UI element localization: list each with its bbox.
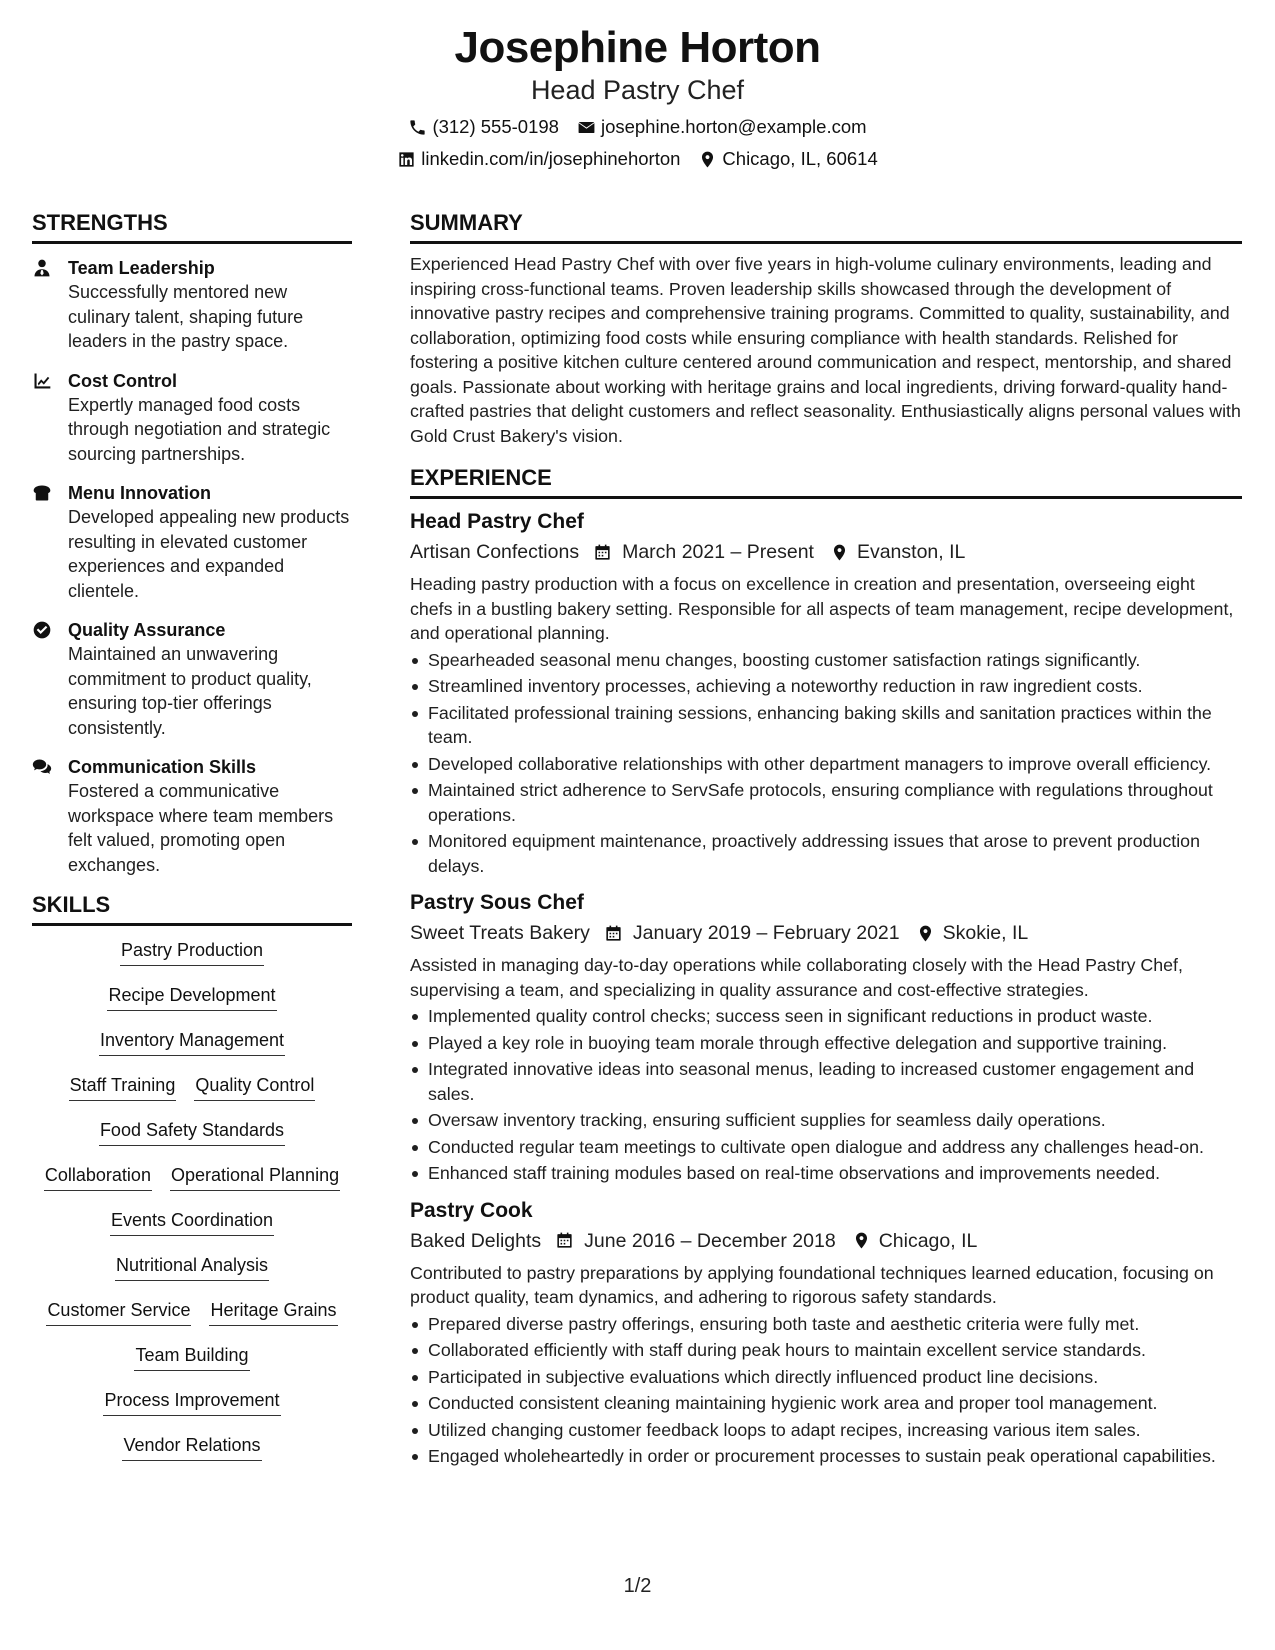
job-meta [410, 920, 1242, 946]
map-pin-icon [852, 1231, 871, 1250]
right-column [410, 210, 1242, 1471]
comments-icon [32, 757, 52, 777]
job-dates: January 2019 – February 2021 [632, 922, 900, 944]
strength-item [32, 481, 352, 603]
linkedin-text: linkedin.com/in/josephinehorton [421, 148, 681, 169]
job-dates: March 2021 – Present [622, 541, 814, 563]
resume-header [0, 22, 1275, 171]
strength-title: Quality Assurance [68, 620, 226, 640]
job-company: Artisan Confections [410, 541, 580, 563]
job-bullet: Streamlined inventory processes, achieving a noteworthy reduction in raw ingredient costs. [410, 674, 1242, 699]
contact-phone[interactable] [408, 115, 559, 139]
job-bullets [410, 1312, 1242, 1469]
map-pin-icon [830, 543, 849, 562]
job-title: Pastry Cook [410, 1198, 533, 1222]
map-pin-icon [916, 924, 935, 943]
job-location: Evanston, IL [856, 541, 966, 563]
calendar-icon [593, 543, 612, 562]
job-entry [410, 890, 1242, 1186]
summary-heading: SUMMARY [410, 210, 1242, 244]
skill-row [32, 1163, 352, 1208]
skill-tag: Inventory Management [99, 1028, 285, 1056]
job-entry [410, 509, 1242, 878]
job-description: Contributed to pastry preparations by applying foundational techniques learned education, focusing on product quality, team dynamics, and adhering to rigorous safety standards. [410, 1262, 1214, 1307]
job-bullet: Developed collaborative relationships with other department managers to improve overall efficiency. [410, 752, 1242, 777]
linkedin-icon [397, 150, 416, 169]
strength-title: Menu Innovation [68, 483, 211, 503]
chart-line-icon [32, 371, 52, 391]
job-entry [410, 1198, 1242, 1469]
envelope-icon [577, 118, 596, 137]
job-company: Baked Delights [410, 1229, 542, 1252]
skills-list [32, 938, 352, 1478]
strength-desc: Expertly managed food costs through negotiation and strategic sourcing partnerships. [68, 394, 331, 464]
job-bullet: Engaged wholeheartedly in order or procurement processes to sustain peak operational capabilities. [410, 1444, 1242, 1469]
job-bullet: Enhanced staff training modules based on real-time observations and improvements needed. [410, 1161, 1242, 1186]
strength-title: Cost Control [68, 370, 177, 391]
left-column [32, 210, 352, 1478]
job-bullet: Facilitated professional training sessions, enhancing baking skills and sanitation practices within the team. [410, 701, 1242, 750]
phone-icon [408, 118, 427, 137]
job-bullet: Played a key role in buoying team morale through effective delegation and supportive training. [410, 1031, 1242, 1056]
skill-tag: Team Building [134, 1343, 249, 1371]
strength-desc: Fostered a communicative workspace where team members felt valued, promoting open exchanges. [68, 781, 334, 875]
job-location: Skokie, IL [942, 922, 1029, 944]
user-tie-icon [32, 258, 52, 278]
job-bullets [410, 648, 1242, 879]
candidate-title: Head Pastry Chef [530, 75, 745, 105]
skill-row [32, 1298, 352, 1343]
contact-email[interactable] [577, 115, 867, 139]
job-meta [410, 539, 1242, 565]
strength-title: Team Leadership [68, 258, 215, 278]
bread-icon [32, 483, 52, 503]
skill-row [32, 1028, 352, 1073]
skill-row [32, 1433, 352, 1478]
job-bullet: Maintained strict adherence to ServSafe protocols, ensuring compliance with regulations throughout operations. [410, 778, 1242, 827]
phone-text: (312) 555-0198 [432, 116, 559, 137]
skill-tag: Recipe Development [107, 983, 276, 1011]
job-bullet: Oversaw inventory tracking, ensuring sufficient supplies for seamless daily operations. [410, 1108, 1242, 1133]
calendar-icon [604, 924, 623, 943]
skill-row [32, 938, 352, 983]
skill-row [32, 1208, 352, 1253]
skill-row [32, 1073, 352, 1118]
skill-tag: Process Improvement [103, 1388, 280, 1416]
job-bullet: Monitored equipment maintenance, proactively addressing issues that arose to prevent production delays. [410, 829, 1242, 878]
email-text: josephine.horton@example.com [600, 116, 867, 137]
skill-tag: Pastry Production [120, 938, 264, 966]
skill-row [32, 1343, 352, 1388]
skill-tag: Customer Service [46, 1298, 191, 1326]
skill-tag: Collaboration [44, 1163, 152, 1191]
experience-heading: EXPERIENCE [410, 465, 1242, 499]
page-number: 1/2 [623, 1575, 652, 1597]
contact-linkedin[interactable] [397, 147, 680, 171]
strength-item [32, 755, 352, 877]
skill-row [32, 1118, 352, 1163]
skill-row [32, 983, 352, 1028]
strengths-heading: STRENGTHS [32, 210, 352, 244]
skill-tag: Operational Planning [170, 1163, 340, 1191]
job-bullet: Participated in subjective evaluations which directly influenced product line decisions. [410, 1365, 1242, 1390]
strength-desc: Successfully mentored new culinary talent, shaping future leaders in the pastry space. [68, 282, 304, 351]
strength-item [32, 618, 352, 740]
strength-desc: Developed appealing new products resulting in elevated customer experiences and expanded clientele. [68, 507, 350, 601]
skill-row [32, 1388, 352, 1433]
skill-tag: Quality Control [194, 1073, 315, 1101]
strength-item [32, 256, 352, 354]
skills-heading: SKILLS [32, 892, 352, 926]
strength-title: Communication Skills [68, 757, 257, 777]
map-pin-icon [698, 150, 717, 169]
job-bullet: Collaborated efficiently with staff during peak hours to maintain excellent service standards. [410, 1338, 1242, 1363]
job-description: Assisted in managing day-to-day operations while collaborating closely with the Head Pastry Chef, supervising a team, and specializing in quality assurance and cost-effective strategies. [410, 955, 1183, 1000]
skill-tag: Staff Training [69, 1073, 177, 1101]
skill-tag: Nutritional Analysis [115, 1253, 269, 1281]
strengths-list [32, 256, 352, 877]
job-bullet: Conducted consistent cleaning maintaining hygienic work area and proper tool management. [410, 1391, 1242, 1416]
skill-row [32, 1253, 352, 1298]
job-bullet: Prepared diverse pastry offerings, ensuring both taste and aesthetic criteria were fully met. [410, 1312, 1242, 1337]
job-bullet: Implemented quality control checks; success seen in significant reductions in product waste. [410, 1004, 1242, 1029]
job-company: Sweet Treats Bakery [410, 922, 590, 944]
job-meta [410, 1228, 1242, 1254]
summary-text: Experienced Head Pastry Chef with over five years in high-volume culinary environments, leading and inspiring cross-functional teams. Proven leadership skills showcased through the development of innovative pastry recipes and comprehensive training programs. Committed to quality, sustainability, and collaboration, optimizing food costs while ensuring compliance with health standards. Relished for fostering a positive kitchen culture centered around communication and respect, mentorship, and shared goals. Passionate about working with heritage grains and local ingredients, driving forward-quality hand-crafted pastries that delight customers and reflect seasonality. Enthusiastically aligns personal values with Gold Crust Bakery's vision. [410, 254, 1241, 446]
location-text: Chicago, IL, 60614 [722, 148, 878, 169]
job-title: Head Pastry Chef [410, 510, 584, 533]
job-bullet: Integrated innovative ideas into seasonal menus, leading to increased customer engagement and sales. [410, 1057, 1242, 1106]
job-bullet: Spearheaded seasonal menu changes, boosting customer satisfaction ratings significantly. [410, 648, 1242, 673]
calendar-icon [555, 1231, 574, 1250]
contact-location [698, 147, 877, 171]
job-location: Chicago, IL [878, 1229, 978, 1252]
candidate-name: Josephine Horton [454, 23, 821, 72]
job-bullets [410, 1004, 1242, 1186]
skill-tag: Events Coordination [110, 1208, 274, 1236]
contact-row-2 [0, 147, 1275, 171]
check-circle-icon [32, 620, 52, 640]
contact-row-1 [0, 115, 1275, 139]
skill-tag: Heritage Grains [209, 1298, 337, 1326]
job-bullet: Utilized changing customer feedback loops to adapt recipes, increasing various item sales. [410, 1418, 1242, 1443]
strength-item [32, 369, 352, 467]
skill-tag: Vendor Relations [122, 1433, 261, 1461]
strength-desc: Maintained an unwavering commitment to product quality, ensuring top-tier offerings consistently. [68, 644, 312, 738]
job-description: Heading pastry production with a focus on excellence in creation and presentation, overseeing eight chefs in a bustling bakery setting. Responsible for all aspects of team management, recipe development, and operational planning. [410, 574, 1234, 643]
job-dates: June 2016 – December 2018 [584, 1229, 836, 1252]
job-title: Pastry Sous Chef [410, 891, 584, 914]
skill-tag: Food Safety Standards [99, 1118, 285, 1146]
job-bullet: Conducted regular team meetings to cultivate open dialogue and address any challenges head-on. [410, 1135, 1242, 1160]
